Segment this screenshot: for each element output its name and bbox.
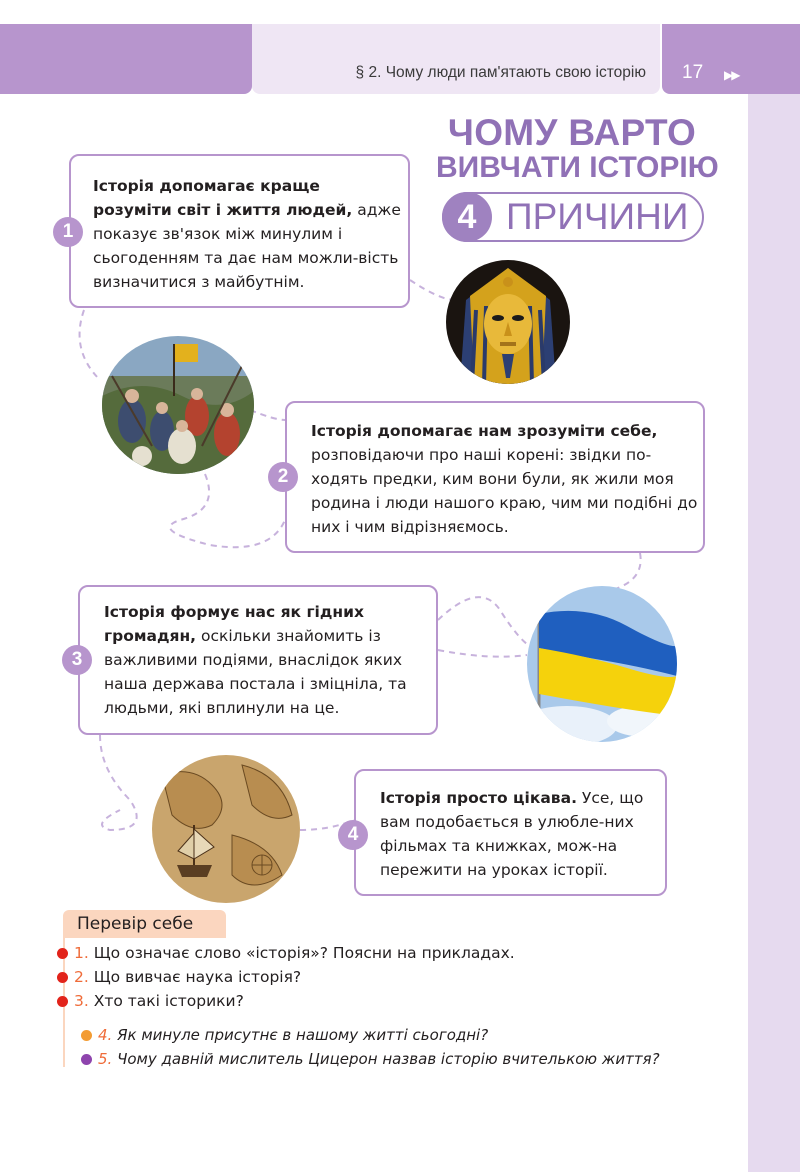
reasons-pill [442,192,704,242]
reason-body-3: оскільки знайомить із важливими подіями, внаслідок яких наша держава постала і зміцніла, та людьми, які вплинули на це. [104,627,407,717]
reason-bold-2: Історія допомагає нам зрозуміти себе, [311,422,658,440]
cossack-battle-painting-image [102,336,254,474]
question-number-2: 2. [74,968,89,986]
side-strip [748,94,800,1172]
question-1 [74,942,515,964]
reason-number-2: 2 [268,462,298,492]
reason-card-1 [69,154,410,308]
check-yourself-title: Перевір себе [63,910,226,938]
reason-text-3 [104,600,434,720]
reason-bold-1: Історія допомагає краще розуміти світ і життя людей, [93,177,353,219]
question-bullet-1 [57,948,68,959]
question-text-3: Хто такі історики? [88,992,244,1010]
reason-bold-3: Історія формує нас як гідних громадян, [104,603,364,645]
question-number-5: 5. [98,1050,113,1068]
main-title-line2: ВИВЧАТИ ІСТОРІЮ [436,151,719,184]
double-chevron-right-icon[interactable]: ▶▶ [724,68,739,82]
tutankhamun-mask-image [446,260,570,384]
question-text-5: Чому давній мислитель Цицерон назвав історію вчителькою життя? [112,1050,660,1068]
reasons-word: ПРИЧИНИ [506,196,689,237]
question-bullet-4 [81,1030,92,1041]
reason-card-4 [354,769,667,896]
reason-text-2 [311,419,701,539]
question-5 [98,1048,660,1070]
reason-text-4 [380,786,664,882]
question-bullet-5 [81,1054,92,1065]
page-number: 17 [682,62,704,83]
question-bullet-2 [57,972,68,983]
reason-bold-4: Історія просто цікава. [380,789,577,807]
reason-card-3 [78,585,438,735]
question-4 [98,1024,488,1046]
reason-text-1 [93,174,403,294]
question-number-3: 3. [74,992,89,1010]
reason-body-4: Усе, що вам подобається в улюбле-них фільмах та книжках, мож-на пережити на уроках історії. [380,789,644,879]
reason-body-2: розповідаючи про наші корені: звідки по-ходять предки, ким вони були, як жили моя родина і люди нашого краю, чим ми подібні до них і чим відрізняємось. [311,446,698,536]
reason-number-4: 4 [338,820,368,850]
reason-number-3: 3 [62,645,92,675]
reasons-count: 4 [442,192,492,242]
old-map-with-ship-image [152,755,300,903]
question-text-1: Що означає слово «історія»? Поясни на прикладах. [88,944,515,962]
section-title: § 2. Чому люди пам'ятають свою історію [355,64,646,81]
question-3 [74,990,244,1012]
question-bullet-3 [57,996,68,1007]
main-title-line1: ЧОМУ ВАРТО [447,112,697,153]
reason-number-1: 1 [53,217,83,247]
question-text-4: Як минуле присутнє в нашому житті сьогодні? [112,1026,489,1044]
question-number-4: 4. [98,1026,113,1044]
reason-body-1: адже показує зв'язок між минулим і сьогоденням та дає нам можли-вість визначитися з майбутнім. [93,201,401,291]
question-2 [74,966,301,988]
ukrainian-flag-image [527,586,677,742]
question-number-1: 1. [74,944,89,962]
question-text-2: Що вивчає наука історія? [88,968,302,986]
reason-card-2 [285,401,705,553]
